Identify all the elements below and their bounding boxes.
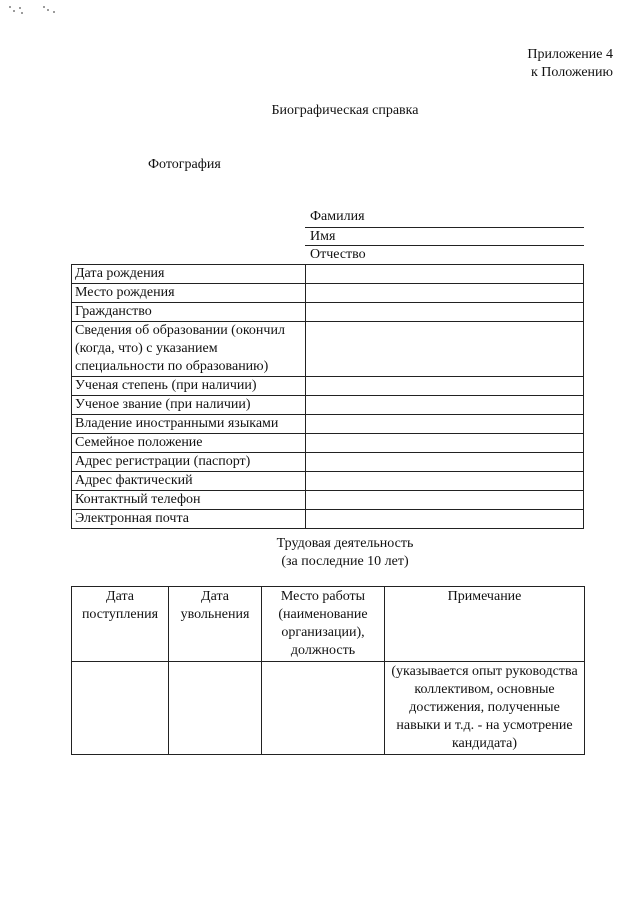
- table-row: [72, 662, 585, 755]
- row-label: Контактный телефон: [72, 491, 306, 510]
- row-value-cell[interactable]: [306, 491, 584, 510]
- row-value-cell[interactable]: [306, 510, 584, 529]
- row-value-cell[interactable]: [306, 396, 584, 415]
- appendix-note: [527, 46, 613, 82]
- row-label: Ученое звание (при наличии): [72, 396, 306, 415]
- header-workplace: Место работы (наименование организации), должность: [262, 587, 385, 662]
- table-row: [72, 396, 584, 415]
- header-note: Примечание: [385, 587, 585, 662]
- patronymic-field[interactable]: Отчество: [310, 247, 366, 262]
- scan-specks: [8, 4, 68, 18]
- row-value-cell[interactable]: [306, 415, 584, 434]
- table-row: [72, 491, 584, 510]
- row-label: Сведения об образовании (окончил (когда, что) с указанием специальности по образованию): [72, 322, 306, 377]
- end-date-cell[interactable]: [169, 662, 262, 755]
- document-title: Биографическая справка: [271, 103, 419, 118]
- name-fields: [305, 208, 584, 264]
- work-section-title: [0, 535, 640, 571]
- first-name-field[interactable]: Имя: [305, 228, 584, 246]
- row-value-cell[interactable]: [306, 434, 584, 453]
- table-row: [72, 377, 584, 396]
- workplace-cell[interactable]: [262, 662, 385, 755]
- row-label: Семейное положение: [72, 434, 306, 453]
- table-row: [72, 453, 584, 472]
- surname-field[interactable]: Фамилия: [305, 208, 584, 228]
- row-label: Место рождения: [72, 284, 306, 303]
- header-start-date: Дата поступления: [72, 587, 169, 662]
- work-title: Трудовая деятельность: [276, 536, 414, 551]
- table-row: [72, 510, 584, 529]
- table-row: [72, 322, 584, 377]
- row-label: Гражданство: [72, 303, 306, 322]
- appendix-line-1: Приложение 4: [527, 47, 613, 62]
- row-value-cell[interactable]: [306, 284, 584, 303]
- row-value-cell[interactable]: [306, 265, 584, 284]
- row-label: Владение иностранными языками: [72, 415, 306, 434]
- photo-label: Фотография: [148, 157, 221, 172]
- row-value-cell[interactable]: [306, 377, 584, 396]
- table-row: [72, 265, 584, 284]
- row-label: Ученая степень (при наличии): [72, 377, 306, 396]
- work-subtitle: (за последние 10 лет): [281, 554, 409, 569]
- table-header-row: [72, 587, 585, 662]
- work-history-table: [71, 586, 585, 755]
- row-value-cell[interactable]: [306, 322, 584, 377]
- header-end-date: Дата увольнения: [169, 587, 262, 662]
- table-row: [72, 472, 584, 491]
- table-row: [72, 434, 584, 453]
- table-row: [72, 415, 584, 434]
- row-value-cell[interactable]: [306, 303, 584, 322]
- row-label: Адрес фактический: [72, 472, 306, 491]
- start-date-cell[interactable]: [72, 662, 169, 755]
- table-row: [72, 284, 584, 303]
- row-label: Электронная почта: [72, 510, 306, 529]
- appendix-line-2: к Положению: [530, 65, 613, 80]
- row-label: Дата рождения: [72, 265, 306, 284]
- row-label: Адрес регистрации (паспорт): [72, 453, 306, 472]
- personal-data-table: [71, 264, 584, 529]
- row-value-cell[interactable]: [306, 472, 584, 491]
- note-cell[interactable]: (указывается опыт руководства коллективом, основные достижения, полученные навыки и т.д. - на усмотрение кандидата): [385, 662, 585, 755]
- table-row: [72, 303, 584, 322]
- row-value-cell[interactable]: [306, 453, 584, 472]
